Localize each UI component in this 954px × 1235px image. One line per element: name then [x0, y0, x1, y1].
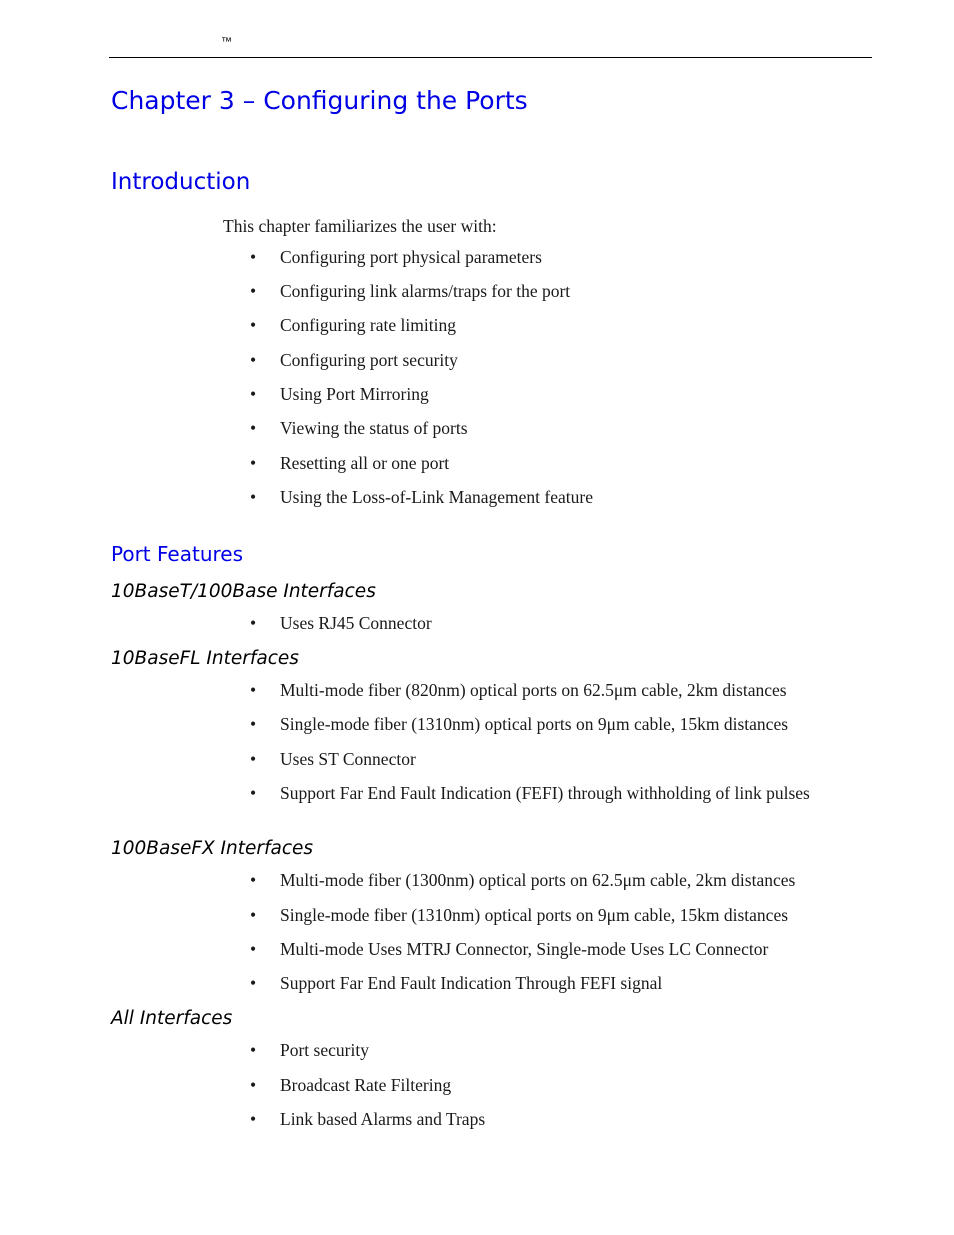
list-item: • Single-mode fiber (1310nm) optical ports on 9μm cable, 15km distances: [250, 905, 789, 925]
list-item: • Multi-mode fiber (820nm) optical ports on 62.5μm cable, 2km distances: [250, 680, 787, 700]
section-heading-10baset: 10BaseT/100Base Interfaces: [111, 581, 376, 602]
port-features-heading: Port Features: [111, 542, 244, 566]
header-rule: [109, 57, 872, 58]
list-item: • Resetting all or one port: [250, 453, 450, 473]
introduction-lead: This chapter familiarizes the user with:: [223, 216, 497, 236]
list-item: • Configuring port security: [250, 350, 458, 370]
list-item: • Multi-mode Uses MTRJ Connector, Single-mode Uses LC Connector: [250, 939, 769, 959]
bullet-icon: •: [250, 487, 257, 507]
bullet-icon: •: [250, 939, 257, 959]
bullet-icon: •: [250, 613, 257, 633]
bullet-icon: •: [250, 749, 257, 769]
list-item: • Configuring link alarms/traps for the port: [250, 281, 571, 301]
bullet-icon: •: [250, 870, 257, 890]
list-item: • Broadcast Rate Filtering: [250, 1075, 452, 1095]
bullet-icon: •: [250, 680, 257, 700]
bullet-icon: •: [250, 1109, 257, 1129]
list-item: • Single-mode fiber (1310nm) optical ports on 9μm cable, 15km distances: [250, 714, 789, 734]
bullet-icon: •: [250, 783, 257, 803]
bullet-icon: •: [250, 418, 257, 438]
section-heading-100basefx: 100BaseFX Interfaces: [111, 838, 314, 859]
list-item: • Using the Loss-of-Link Management feature: [250, 487, 593, 507]
list-item: • Configuring port physical parameters: [250, 247, 542, 267]
introduction-heading: Introduction: [111, 169, 251, 195]
bullet-icon: •: [250, 281, 257, 301]
chapter-title: Chapter 3 – Configuring the Ports: [111, 86, 528, 115]
list-item: • Configuring rate limiting: [250, 315, 456, 335]
list-item: • Uses ST Connector: [250, 749, 416, 769]
list-item: • Support Far End Fault Indication (FEFI) through withholding of link pulses: [250, 783, 810, 803]
section-heading-all-interfaces: All Interfaces: [111, 1008, 233, 1029]
bullet-icon: •: [250, 714, 257, 734]
bullet-icon: •: [250, 350, 257, 370]
bullet-icon: •: [250, 453, 257, 473]
list-item: • Using Port Mirroring: [250, 384, 429, 404]
bullet-icon: •: [250, 905, 257, 925]
bullet-icon: •: [250, 973, 257, 993]
bullet-icon: •: [250, 1040, 257, 1060]
list-item: • Support Far End Fault Indication Through FEFI signal: [250, 973, 663, 993]
trademark-symbol: ™: [221, 36, 232, 48]
bullet-icon: •: [250, 1075, 257, 1095]
list-item: • Link based Alarms and Traps: [250, 1109, 486, 1129]
list-item: • Multi-mode fiber (1300nm) optical ports on 62.5μm cable, 2km distances: [250, 870, 796, 890]
bullet-icon: •: [250, 315, 257, 335]
section-heading-10basefl: 10BaseFL Interfaces: [111, 648, 299, 669]
list-item: • Uses RJ45 Connector: [250, 613, 432, 633]
list-item: • Port security: [250, 1040, 369, 1060]
bullet-icon: •: [250, 384, 257, 404]
list-item: • Viewing the status of ports: [250, 418, 468, 438]
bullet-icon: •: [250, 247, 257, 267]
